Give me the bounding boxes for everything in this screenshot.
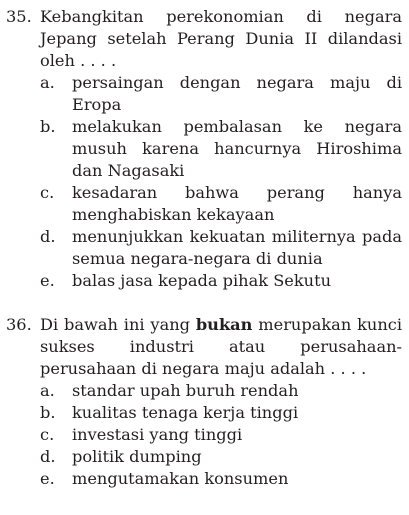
question-36	[6, 314, 402, 490]
option-text: kualitas tenaga kerja tinggi	[72, 403, 299, 422]
options-list	[40, 72, 402, 292]
option-e[interactable]	[40, 270, 402, 292]
question-text: Kebangkitan perekonomian di negara Jepang setelah Perang Dunia II dilandasi oleh . . . .	[40, 7, 402, 70]
option-letter: b.	[40, 403, 56, 422]
option-text: standar upah buruh rendah	[72, 381, 299, 400]
option-d[interactable]	[40, 226, 402, 270]
question-35	[6, 6, 402, 292]
option-letter: a.	[40, 73, 55, 92]
option-text: menunjukkan kekuatan militernya pada semua negara-negara di dunia	[72, 227, 402, 268]
option-letter: c.	[40, 183, 55, 202]
option-a[interactable]	[40, 380, 402, 402]
question-number: 36.	[6, 315, 32, 334]
question-number: 35.	[6, 7, 32, 26]
option-e[interactable]	[40, 468, 402, 490]
option-text: kesadaran bahwa perang hanya menghabiskan kekayaan	[72, 183, 402, 224]
question-text	[40, 314, 402, 380]
option-letter: a.	[40, 381, 55, 400]
option-text: melakukan pembalasan ke negara musuh karena hancurnya Hiroshima dan Nagasaki	[72, 117, 402, 180]
options-list	[40, 380, 402, 490]
option-letter: b.	[40, 117, 56, 136]
option-letter: c.	[40, 425, 55, 444]
option-letter: e.	[40, 469, 55, 488]
option-c[interactable]	[40, 182, 402, 226]
option-letter: e.	[40, 271, 55, 290]
option-letter: d.	[40, 447, 56, 466]
question-text-emphasis: bukan	[195, 315, 253, 334]
option-a[interactable]	[40, 72, 402, 116]
question-text-part: Di bawah ini yang	[40, 315, 196, 334]
option-d[interactable]	[40, 446, 402, 468]
question-text-part: merupakan kunci sukses industri atau perusahaan-perusahaan di negara maju adalah . . . .	[40, 315, 403, 378]
option-c[interactable]	[40, 424, 402, 446]
option-b[interactable]	[40, 402, 402, 424]
option-text: politik dumping	[72, 447, 202, 466]
option-text: investasi yang tinggi	[72, 425, 243, 444]
option-text: persaingan dengan negara maju di Eropa	[72, 73, 402, 114]
option-text: mengutamakan konsumen	[72, 469, 289, 488]
option-b[interactable]	[40, 116, 402, 182]
option-letter: d.	[40, 227, 56, 246]
option-text: balas jasa kepada pihak Sekutu	[72, 271, 332, 290]
